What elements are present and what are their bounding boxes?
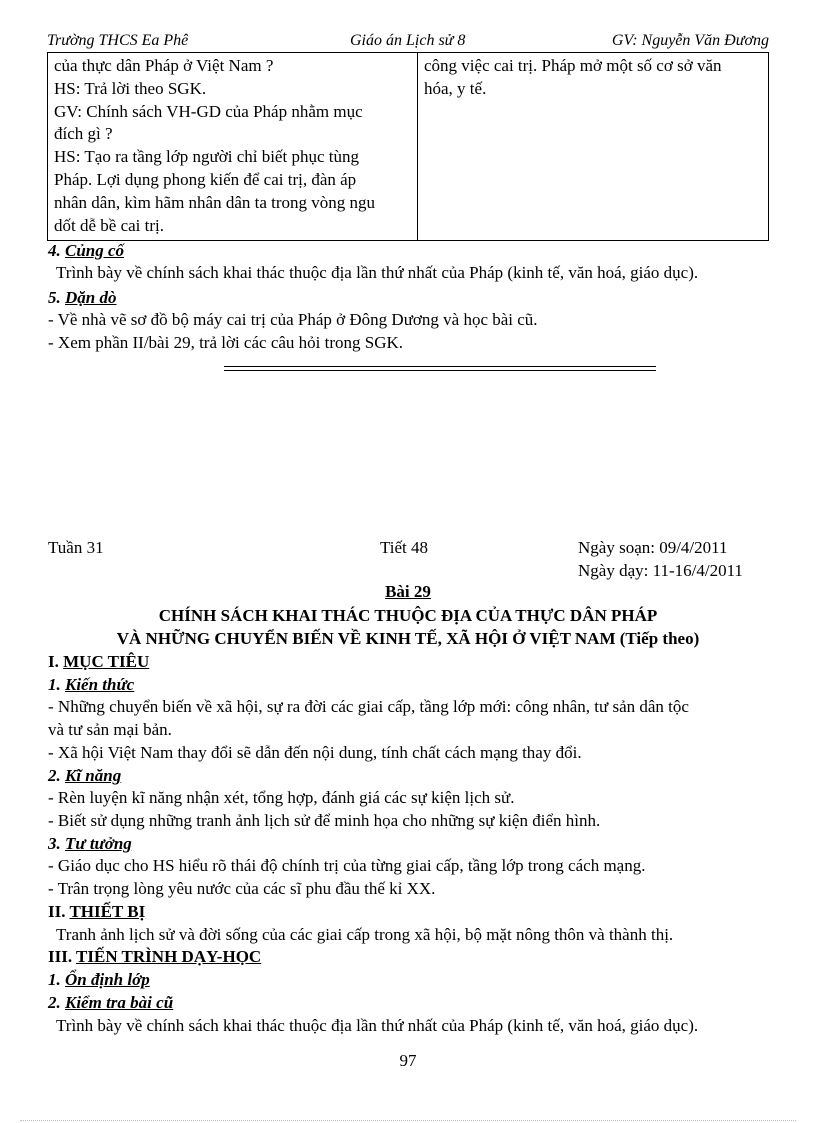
section-number: III. — [48, 947, 77, 966]
page-bottom-border — [20, 1120, 796, 1121]
kiemtra-text: Trình bày về chính sách khai thác thuộc địa lần thứ nhất của Pháp (kinh tế, văn hoá, giáo dục). — [56, 1016, 699, 1035]
section-heading-thietbi — [48, 902, 770, 922]
thietbi-text: Tranh ảnh lịch sử và đời sống của các giai cấp trong xã hội, bộ mặt nông thôn và thành thị. — [56, 925, 674, 944]
objective-line: - Xã hội Việt Nam thay đổi sẽ dẫn đến nội dung, tính chất cách mạng thay đổi. — [48, 743, 582, 762]
objective-line: - Những chuyển biến về xã hội, sự ra đời các giai cấp, tầng lớp mới: công nhân, tư sản dân tộc — [48, 697, 689, 716]
table-line: nhân dân, kìm hãm nhân dân ta trong vòng ngu — [54, 192, 376, 212]
subsection-title: Ổn định lớp — [65, 970, 150, 989]
table-line: Pháp. Lợi dụng phong kiến để cai trị, đàn áp — [54, 169, 357, 189]
table-line: công việc cai trị. Pháp mở một số cơ sở văn — [424, 56, 722, 75]
subsection-title: Kiến thức — [65, 675, 135, 694]
separator-line — [224, 366, 656, 367]
objective-line: - Trân trọng lòng yêu nước của các sĩ phu đầu thế kỉ XX. — [48, 879, 436, 898]
separator-line — [224, 370, 656, 371]
lesson-number: Bài 29 — [385, 582, 431, 601]
subsection-number: 2. — [48, 993, 65, 1012]
week-label: Tuần 31 — [48, 538, 104, 557]
objective-line: - Giáo dục cho HS hiểu rõ thái độ chính trị của từng giai cấp, tầng lớp trong cách mạng. — [48, 856, 646, 875]
table-line: dốt dễ bề cai trị. — [54, 215, 164, 235]
objective-line: - Rèn luyện kĩ năng nhận xét, tổng hợp, đánh giá các sự kiện lịch sử. — [48, 788, 515, 807]
header-school: Trường THCS Ea Phê — [47, 32, 189, 49]
section-number: II. — [48, 902, 70, 921]
section-heading-dando — [48, 288, 770, 308]
subheading-ondinh — [48, 970, 770, 990]
subsection-number: 1. — [48, 970, 65, 989]
dando-item: - Về nhà vẽ sơ đồ bộ máy cai trị của Pháp ở Đông Dương và học bài cũ. — [48, 310, 538, 329]
section-title: Dặn dò — [65, 288, 117, 307]
table-row — [48, 53, 769, 241]
table-line: hóa, y tế. — [424, 78, 487, 98]
table-line: HS: Trả lời theo SGK. — [54, 78, 207, 98]
section-title: Củng cố — [65, 241, 125, 260]
period-label: Tiết 48 — [380, 538, 429, 557]
subheading-tutuong — [48, 834, 770, 854]
subsection-number: 1. — [48, 675, 65, 694]
subheading-kinang — [48, 766, 770, 786]
section-heading-tientrinh — [48, 947, 770, 967]
page-number: 97 — [399, 1051, 417, 1070]
running-header — [47, 32, 769, 53]
section-number: 5. — [48, 288, 65, 307]
lesson-title-line-2: VÀ NHỮNG CHUYỂN BIẾN VỀ KINH TẾ, XÃ HỘI Ở VIỆT NAM (Tiếp theo) — [116, 629, 700, 648]
subsection-title: Kiểm tra bài cũ — [65, 993, 174, 1012]
objective-line: - Biết sử dụng những tranh ảnh lịch sử để minh họa cho những sự kiện điển hình. — [48, 811, 601, 830]
table-line: HS: Tạo ra tầng lớp người chỉ biết phục tùng — [54, 147, 359, 167]
table-line: của thực dân Pháp ở Việt Nam ? — [54, 56, 274, 75]
header-subject: Giáo án Lịch sử 8 — [350, 32, 466, 49]
section-title: MỤC TIÊU — [63, 652, 150, 671]
subheading-kienthuc — [48, 675, 770, 695]
subsection-title: Tư tưởng — [65, 834, 132, 853]
section-number: I. — [48, 652, 64, 671]
table-line: GV: Chính sách VH-GD của Pháp nhằm mục — [54, 101, 363, 121]
section-title: THIẾT BỊ — [69, 902, 146, 921]
subsection-number: 3. — [48, 834, 65, 853]
cungco-text: Trình bày về chính sách khai thác thuộc địa lần thứ nhất của Pháp (kinh tế, văn hoá, giáo dục). — [56, 263, 699, 282]
lesson-title-line-1: CHÍNH SÁCH KHAI THÁC THUỘC ĐỊA CỦA THỰC DÂN PHÁP — [158, 606, 658, 625]
teacher-student-activity-cell — [48, 53, 418, 241]
subsection-number: 2. — [48, 766, 65, 785]
subheading-kiemtra — [48, 993, 770, 1013]
section-heading-muctieu — [48, 652, 770, 672]
section-number: 4. — [48, 241, 65, 260]
lesson-activity-table — [47, 52, 769, 241]
taught-date: Ngày dạy: 11-16/4/2011 — [578, 561, 743, 580]
content-cell — [418, 53, 769, 241]
subsection-title: Kĩ năng — [65, 766, 122, 785]
dando-item: - Xem phần II/bài 29, trả lời các câu hỏi trong SGK. — [48, 333, 404, 352]
prepared-date: Ngày soạn: 09/4/2011 — [578, 538, 728, 557]
table-line: đích gì ? — [54, 124, 113, 144]
section-title: TIẾN TRÌNH DẠY-HỌC — [76, 947, 262, 966]
section-heading-cungco — [48, 241, 770, 261]
objective-line: và tư sản mại bản. — [48, 720, 172, 739]
header-teacher: GV: Nguyễn Văn Đương — [611, 32, 769, 49]
